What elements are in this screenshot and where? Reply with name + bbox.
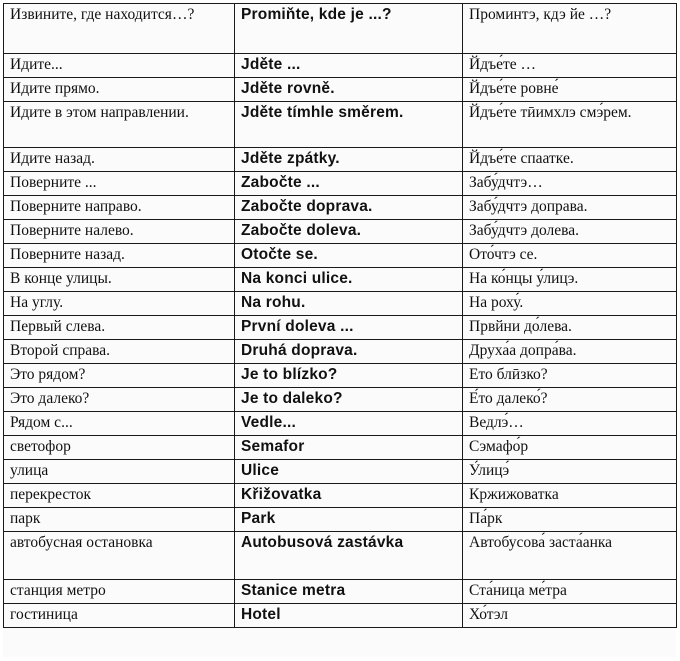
transcription: Хо́тэл [463,604,677,628]
transcription: Првйни до́лева. [463,316,677,340]
russian-phrase: Рядом с... [4,412,235,436]
table-row [4,508,677,532]
russian-phrase: Это далеко? [4,388,235,412]
russian-phrase: светофор [4,436,235,460]
table-row [4,148,677,172]
russian-phrase: На углу. [4,292,235,316]
russian-phrase: Идите прямо. [4,78,235,102]
phrase-table [3,3,677,628]
transcription: Ведлэ́… [463,412,677,436]
table-row [4,78,677,102]
transcription: Забу́дчтэ доправа. [463,196,677,220]
czech-phrase: První doleva ... [235,316,463,340]
table-row [4,436,677,460]
transcription: Друха́а допра́ва. [463,340,677,364]
czech-phrase: Vedle... [235,412,463,436]
russian-phrase: перекресток [4,484,235,508]
table-row [4,244,677,268]
table-row [4,580,677,604]
russian-phrase: Идите... [4,54,235,78]
russian-phrase: Поверните налево. [4,220,235,244]
czech-phrase: Na konci ulice. [235,268,463,292]
table-row [4,4,677,54]
russian-phrase: гостиница [4,604,235,628]
russian-phrase: Второй справа. [4,340,235,364]
transcription: Сэмафо́р [463,436,677,460]
czech-phrase: Druhá doprava. [235,340,463,364]
transcription: Ето блӣзко? [463,364,677,388]
table-row [4,172,677,196]
czech-phrase: Autobusová zastávka [235,532,463,580]
table-row [4,532,677,580]
transcription: У́лицэ́ [463,460,677,484]
table-row [4,54,677,78]
czech-phrase: Hotel [235,604,463,628]
table-row [4,220,677,244]
czech-phrase: Jděte rovně. [235,78,463,102]
table-row [4,604,677,628]
russian-phrase: Извините, где находится…? [4,4,235,54]
russian-phrase: станция метро [4,580,235,604]
table-row [4,364,677,388]
russian-phrase: Это рядом? [4,364,235,388]
russian-phrase: улица [4,460,235,484]
russian-phrase: Идите в этом направлении. [4,102,235,148]
transcription: Йдъе́те спаатке. [463,148,677,172]
transcription: Проминтэ, кдэ йе …? [463,4,677,54]
czech-phrase: Je to daleko? [235,388,463,412]
russian-phrase: Поверните назад. [4,244,235,268]
phrasebook-page [3,3,676,657]
russian-phrase: Первый слева. [4,316,235,340]
czech-phrase: Semafor [235,436,463,460]
transcription: Е́то далеко́? [463,388,677,412]
table-row [4,484,677,508]
czech-phrase: Jděte ... [235,54,463,78]
transcription: Па́рк [463,508,677,532]
transcription: Йдъе́те ровне́ [463,78,677,102]
transcription: Кржижоватка [463,484,677,508]
transcription: Ото́чтэ се. [463,244,677,268]
czech-phrase: Zabočte doprava. [235,196,463,220]
czech-phrase: Otočte se. [235,244,463,268]
transcription: Забу́дчтэ… [463,172,677,196]
table-row [4,196,677,220]
czech-phrase: Zabočte ... [235,172,463,196]
transcription: На ко́нцы у́лицэ. [463,268,677,292]
table-row [4,388,677,412]
czech-phrase: Stanice metra [235,580,463,604]
czech-phrase: Jděte tímhle směrem. [235,102,463,148]
russian-phrase: В конце улицы. [4,268,235,292]
table-row [4,102,677,148]
table-row [4,292,677,316]
czech-phrase: Křižovatka [235,484,463,508]
czech-phrase: Jděte zpátky. [235,148,463,172]
czech-phrase: Promiňte, kde je ...? [235,4,463,54]
czech-phrase: Na rohu. [235,292,463,316]
czech-phrase: Ulice [235,460,463,484]
table-row [4,412,677,436]
czech-phrase: Zabočte doleva. [235,220,463,244]
transcription: Автобусова́ заста́анка [463,532,677,580]
russian-phrase: парк [4,508,235,532]
transcription: Йдъе́те тӣимхлэ смэ́рем. [463,102,677,148]
transcription: Ста́ница ме́тра [463,580,677,604]
czech-phrase: Je to blízko? [235,364,463,388]
phrase-table-body [4,4,677,628]
table-row [4,268,677,292]
table-row [4,340,677,364]
transcription: Забу́дчтэ долева. [463,220,677,244]
russian-phrase: Поверните направо. [4,196,235,220]
transcription: Йдъе́те … [463,54,677,78]
table-row [4,460,677,484]
czech-phrase: Park [235,508,463,532]
russian-phrase: Идите назад. [4,148,235,172]
russian-phrase: Поверните ... [4,172,235,196]
transcription: На роху́. [463,292,677,316]
russian-phrase: автобусная остановка [4,532,235,580]
table-row [4,316,677,340]
